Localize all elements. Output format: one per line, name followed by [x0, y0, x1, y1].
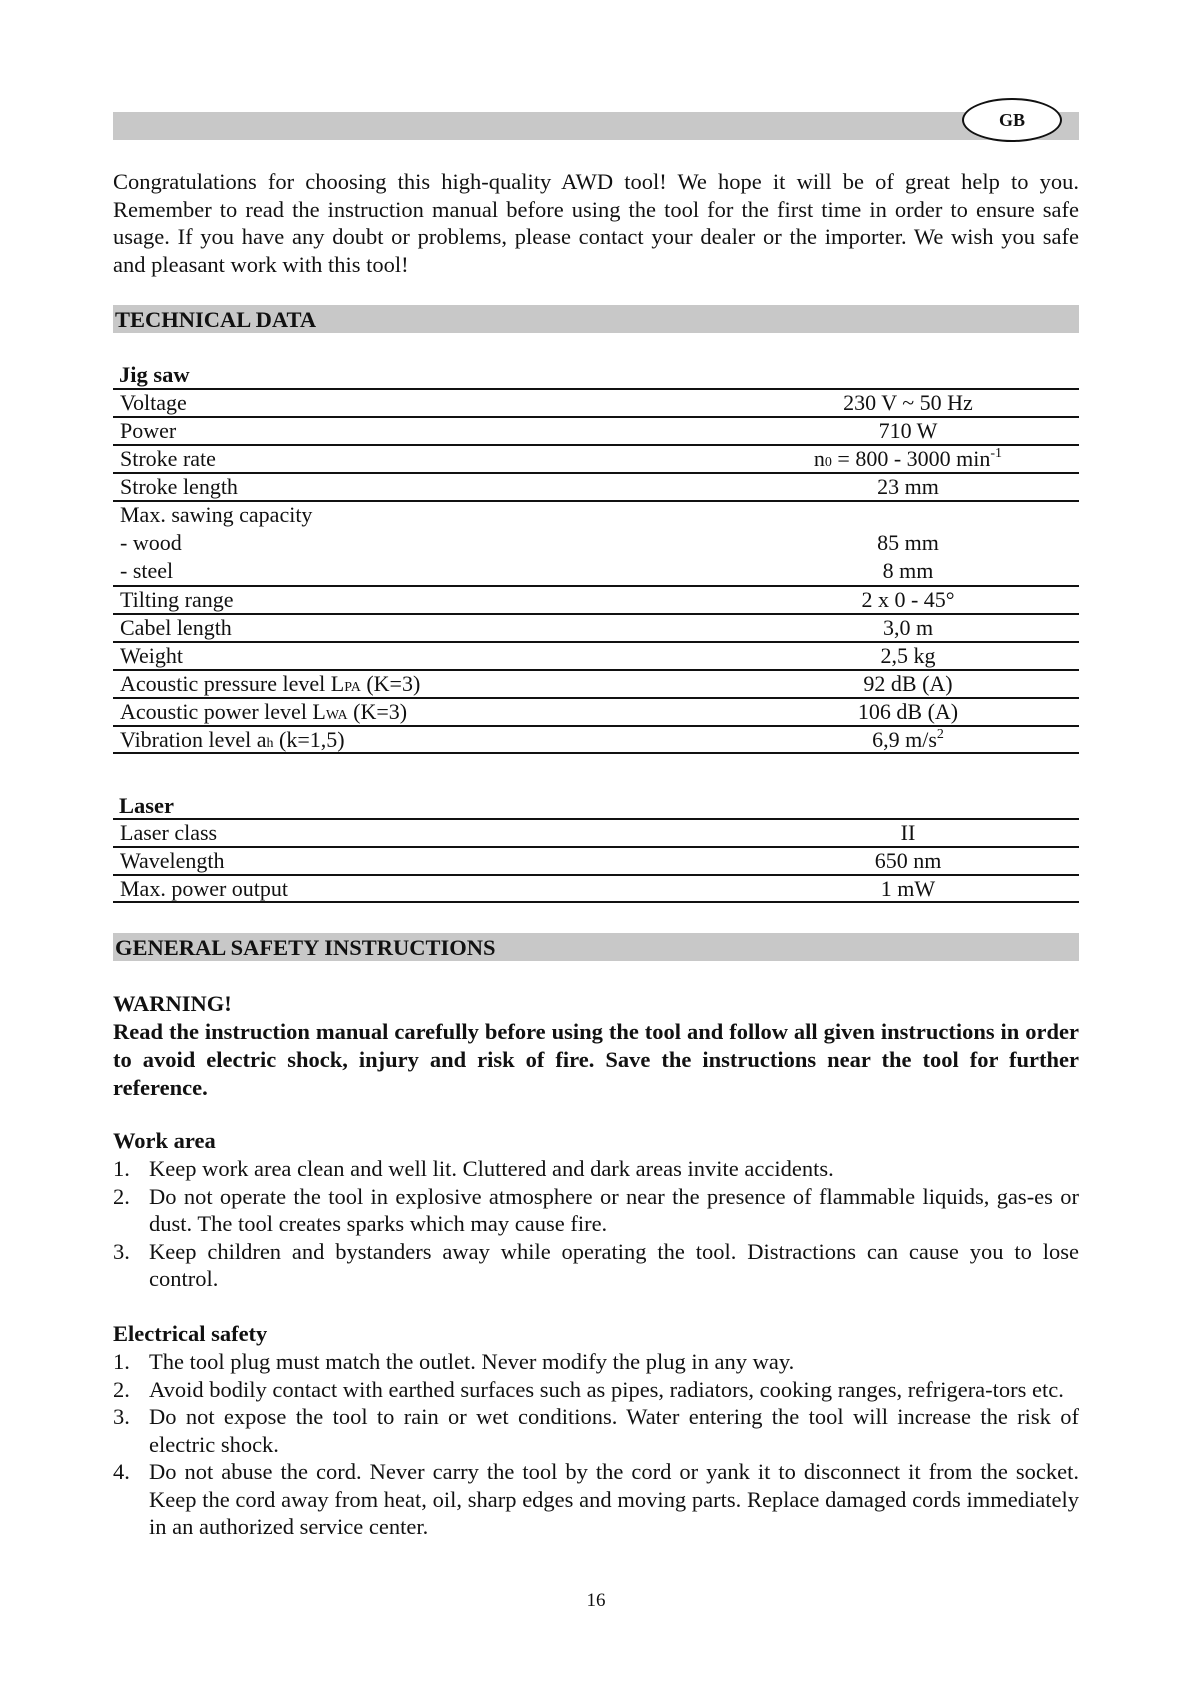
table-row — [113, 416, 1079, 444]
table-row — [113, 500, 1079, 585]
list-item: 4. Do not abuse the cord. Never carry the tool by the cord or yank it to disconnect it from the socket. Keep the cord away from heat, oil, sharp edges and moving parts. Replace damaged cords immediately in an authorized service center. — [113, 1459, 1079, 1539]
spec-label: Vibration level ah (k=1,5) — [120, 727, 345, 752]
table-heading-laser: Laser — [119, 793, 174, 818]
subheading-electrical-safety: Electrical safety — [113, 1321, 268, 1346]
list-item: 1. Keep work area clean and well lit. Cluttered and dark areas invite accidents. — [113, 1156, 834, 1181]
spec-label: Max. power output — [120, 876, 289, 901]
spec-label: Laser class — [120, 820, 218, 845]
intro-paragraph: Congratulations for choosing this high-quality AWD tool! We hope it will be of great help to you. Remember to read the instruction manual before using the tool for the first time in order to ensure safe usage. If you have any doubt or problems, please contact your dealer or the importer. We wish you safe and pleasant work with this tool! — [113, 169, 1079, 277]
list-item: 3. Keep children and bystanders away while operating the tool. Distractions can cause you to lose control. — [113, 1238, 1079, 1291]
spec-label: Wavelength — [120, 848, 225, 873]
table-row — [113, 388, 1079, 416]
table-row — [113, 725, 1079, 754]
language-badge: GB — [962, 98, 1062, 142]
section-title-technical-data: TECHNICAL DATA — [113, 305, 1079, 333]
section-title-safety: GENERAL SAFETY INSTRUCTIONS — [113, 933, 1079, 961]
table-row — [113, 472, 1079, 500]
header-bar — [113, 112, 1079, 140]
spec-value: n0 = 800 - 3000 $\min^{-1}$ — [813, 446, 1003, 471]
spec-value: 230 V ~ 50 Hz — [843, 390, 973, 415]
spec-label: Acoustic power level LWA (K=3) — [120, 699, 408, 724]
spec-value: 2 x 0 - 45° — [861, 587, 955, 612]
spec-label: Acoustic pressure level LPA (K=3) — [120, 671, 421, 696]
page-number: 16 — [586, 1590, 606, 1611]
spec-value: 106 dB (A) — [857, 699, 959, 724]
spec-value: 1 mW — [880, 876, 936, 901]
list-electrical-safety — [113, 1348, 1079, 1541]
table-heading-jig-saw: Jig saw — [119, 362, 190, 387]
table-row — [113, 444, 1079, 472]
list-item: 1. The tool plug must match the outlet. Never modify the plug in any way. — [113, 1349, 795, 1374]
spec-label: Weight — [120, 643, 183, 668]
table-row — [113, 818, 1079, 846]
subheading-work-area: Work area — [113, 1128, 216, 1153]
spec-label: Stroke length — [120, 474, 238, 499]
warning-block — [113, 990, 1079, 1102]
spec-value: 92 dB (A) — [863, 671, 953, 696]
table-row — [113, 874, 1079, 903]
spec-label: Power — [120, 418, 177, 443]
spec-label: Cabel length — [120, 615, 232, 640]
table-row — [113, 697, 1079, 725]
spec-label: - wood — [120, 530, 182, 555]
spec-label: Tilting range — [120, 587, 234, 612]
spec-value: 8 mm — [882, 558, 934, 583]
spec-value: 2,5 kg — [880, 643, 936, 668]
spec-value: II — [900, 820, 916, 845]
list-item: 3. Do not expose the tool to rain or wet conditions. Water entering the tool will increase the risk of electric shock. — [113, 1404, 1079, 1457]
spec-value: 710 W — [878, 418, 938, 443]
spec-label: Max. sawing capacity — [120, 502, 313, 527]
spec-table-laser — [113, 818, 1079, 903]
spec-label: Voltage — [120, 390, 187, 415]
warning-text: Read the instruction manual carefully before using the tool and follow all given instructions in order to avoid electric shock, injury and risk of fire. Save the instructions near the tool for further reference. — [113, 1019, 1079, 1100]
list-work-area — [113, 1155, 1079, 1293]
warning-title: WARNING! — [113, 991, 232, 1016]
table-row — [113, 846, 1079, 874]
spec-value: 85 mm — [877, 530, 939, 555]
table-row — [113, 585, 1079, 613]
spec-label: - steel — [120, 558, 174, 583]
spec-label: Stroke rate — [120, 446, 216, 471]
list-item: 2. Avoid bodily contact with earthed surfaces such as pipes, radiators, cooking ranges, refrigera-tors etc. — [113, 1376, 1064, 1402]
list-item: 2. Do not operate the tool in explosive atmosphere or near the presence of flammable liquids, gas-es or dust. The tool creates sparks which may cause fire. — [113, 1183, 1079, 1236]
spec-value: 6,9 $m/s^2$ — [872, 727, 944, 752]
spec-table-jig-saw — [113, 388, 1079, 754]
table-row — [113, 641, 1079, 669]
spec-value: 23 mm — [877, 474, 939, 499]
table-row — [113, 669, 1079, 697]
spec-value: 650 nm — [874, 848, 942, 873]
spec-value: 3,0 m — [882, 615, 934, 640]
table-row — [113, 613, 1079, 641]
